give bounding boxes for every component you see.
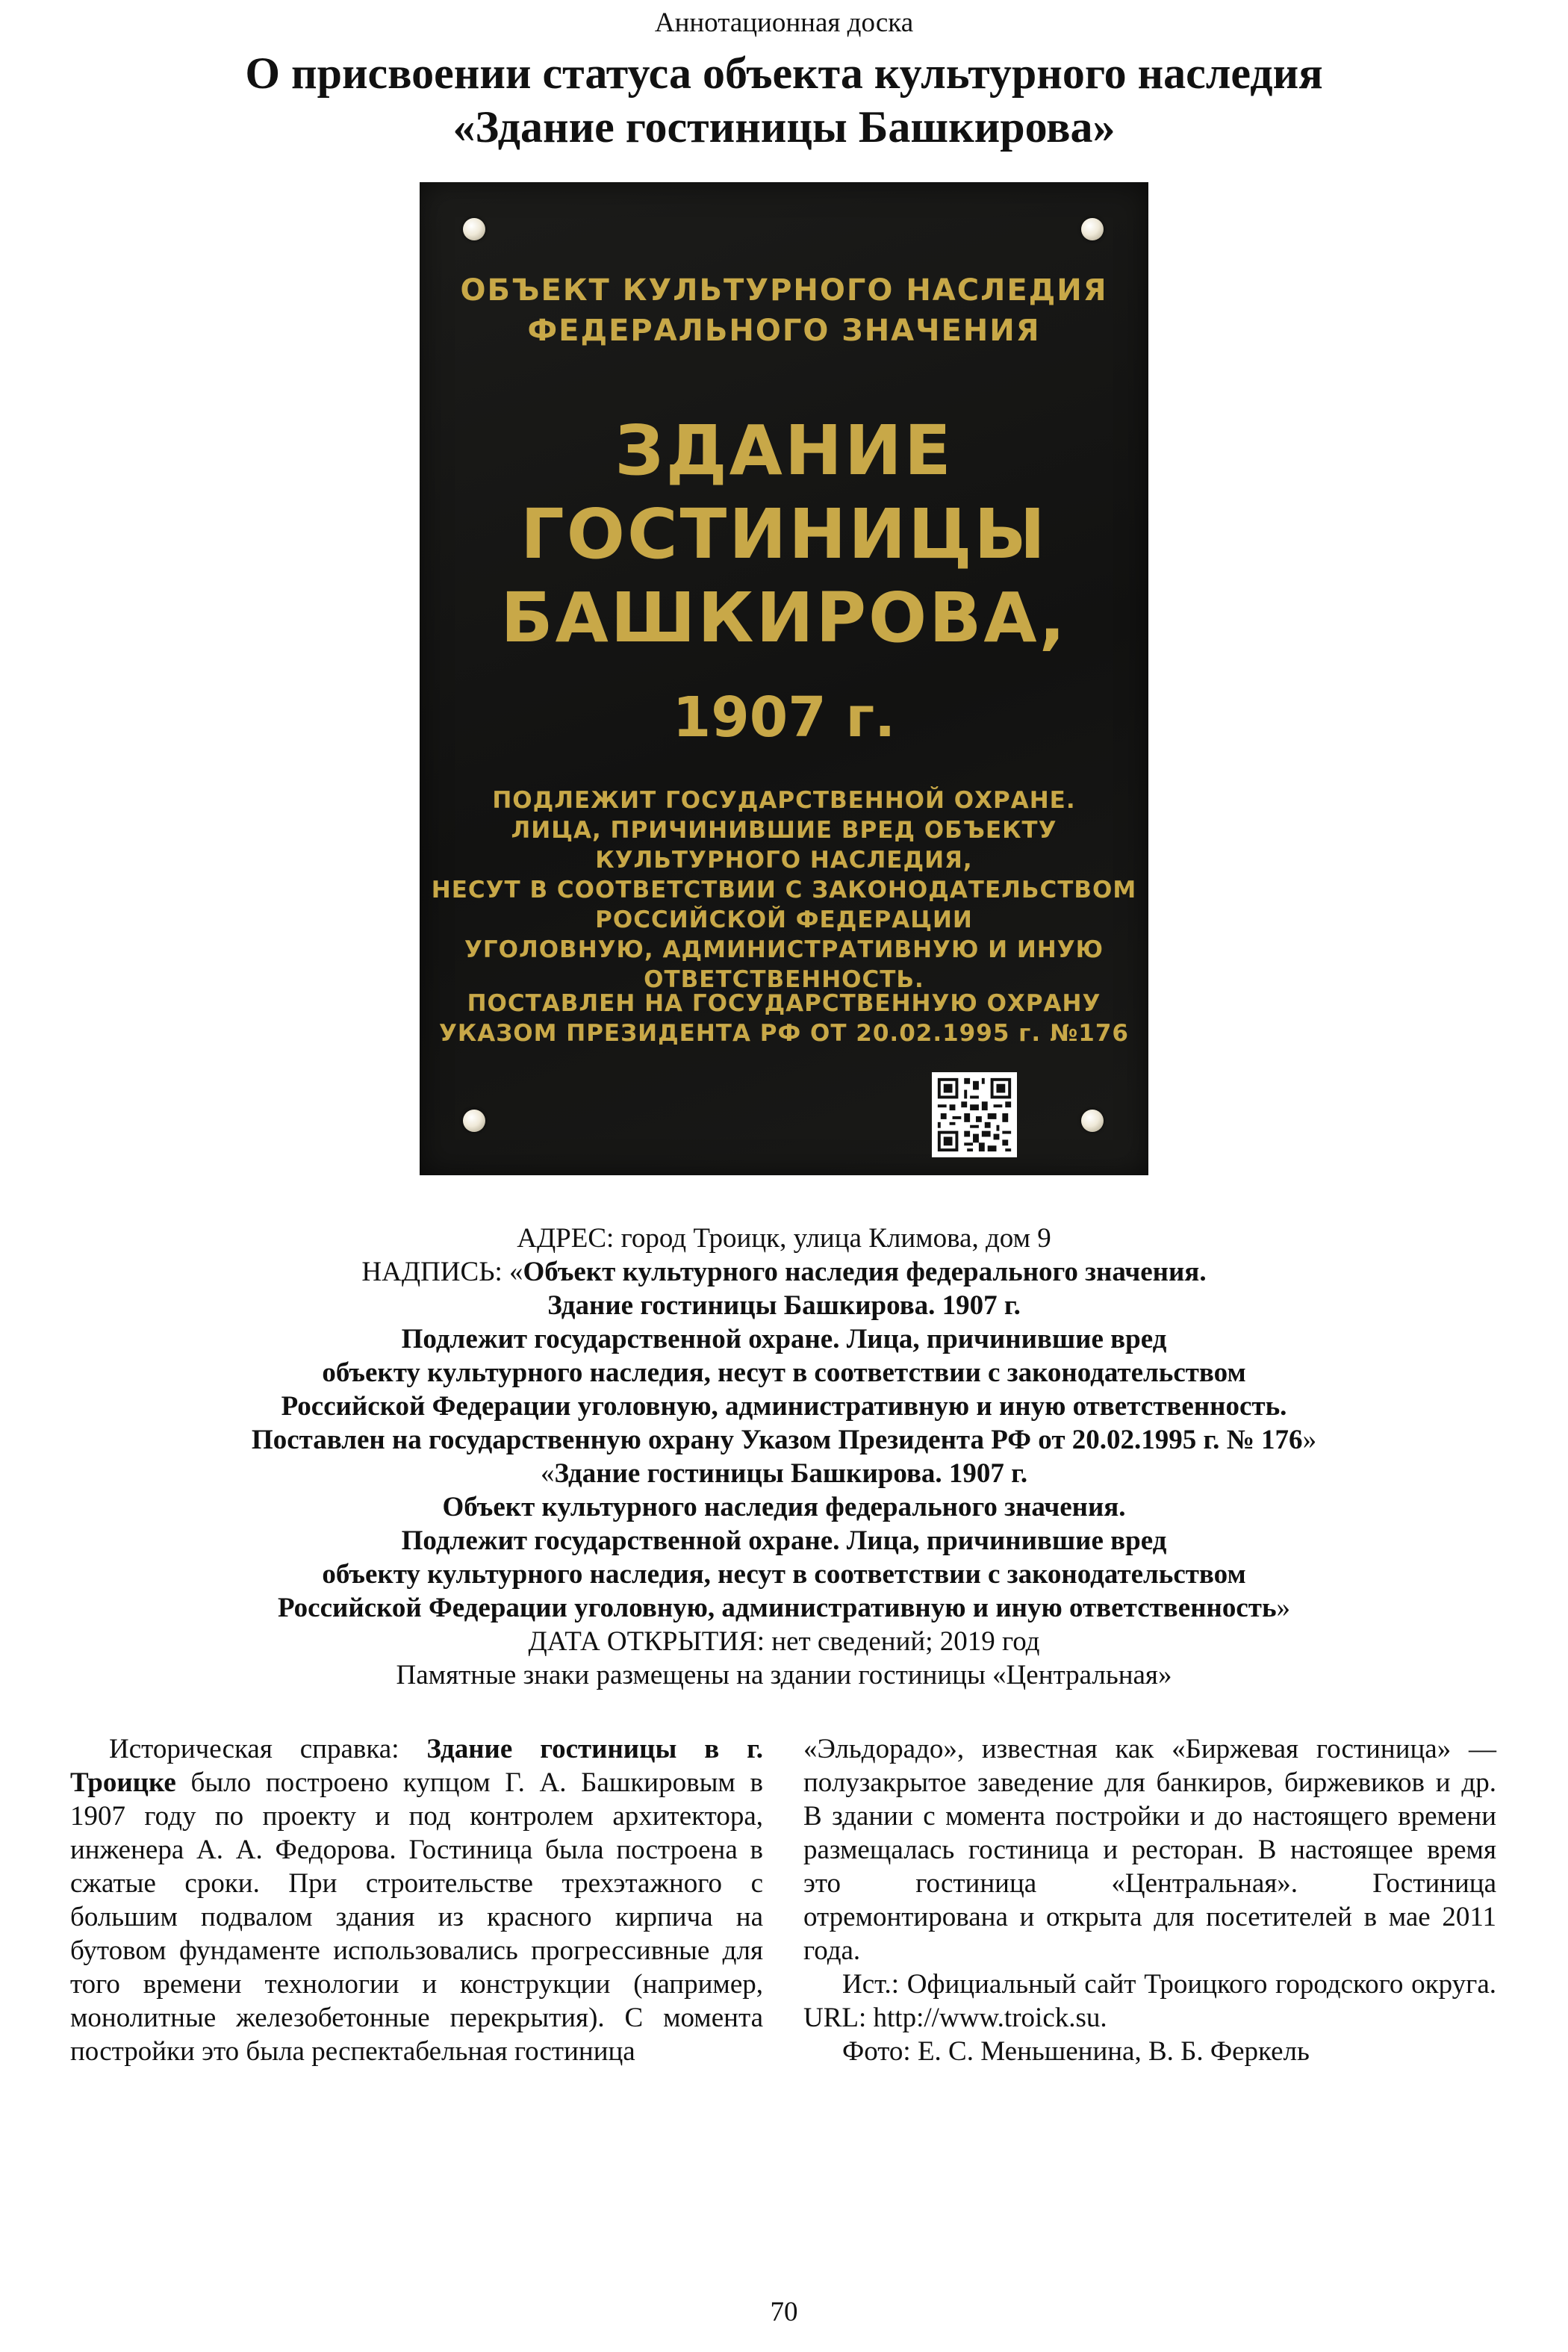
caption (0, 1222, 1568, 1692)
inscription-1-text-1: Объект культурного наследия федерального значения. (523, 1257, 1207, 1287)
plaque-body-line-2: ЛИЦА, ПРИЧИНИВШИЕ ВРЕД ОБЪЕКТУ (511, 817, 1057, 844)
article-column-left (70, 1732, 763, 2068)
plaque-footer-line-2: УКАЗОМ ПРЕЗИДЕНТА РФ ОТ 20.02.1995 г. №176 (439, 1020, 1129, 1047)
kicker: Аннотационная доска (654, 7, 914, 38)
plaque-body-line-1: ПОДЛЕЖИТ ГОСУДАРСТВЕННОЙ ОХРАНЕ. (492, 787, 1076, 814)
article-column-right (803, 1732, 1496, 2068)
bolt-top-right (1081, 218, 1104, 240)
inscription-2-line-4: объекту культурного наследия, несут в соответствии с законодательством (322, 1559, 1246, 1590)
article-left-text: было построено купцом Г. А. Башкировым в 1907 году по проекту и под контролем архитектора, инженера А. А. Федорова. Гостиница была построена в сжатые сроки. При строительстве трехэтажного с большим подвалом здания из красного кирпича на бутовом фундаменте использовались прогрессивные для того времени технологии и конструкции (например, монолитные железобетонные перекрытия). С момента постройки это была респектабельная гостиница (70, 1767, 763, 2067)
inscription-2-text-5: Российской Федерации уголовную, административную и иную ответственность (277, 1593, 1277, 1623)
inscription-line-2: Здание гостиницы Башкирова. 1907 г. (547, 1290, 1021, 1321)
plaque-body (420, 785, 1148, 995)
inscription-2-line-1 (0, 1457, 1568, 1490)
plaque-name-line-3: БАШКИРОВА, (500, 578, 1068, 658)
plaque-footer-line-1: ПОСТАВЛЕН НА ГОСУДАРСТВЕННУЮ ОХРАНУ (467, 990, 1101, 1017)
plaque-building-name (420, 409, 1148, 660)
page-number: 70 (770, 2297, 798, 2327)
title-line-1: О присвоении статуса объекта культурного наследия (245, 49, 1323, 98)
plaque-body-line-6: УГОЛОВНУЮ, АДМИНИСТРАТИВНУЮ И ИНУЮ (464, 936, 1104, 963)
title-line-2: «Здание гостиницы Башкирова» (452, 102, 1116, 152)
article-paragraph-1 (70, 1732, 763, 2068)
plaque-body-line-3: КУЛЬТУРНОГО НАСЛЕДИЯ, (595, 847, 973, 874)
plaque-body-line-4: НЕСУТ В СООТВЕТСТВИИ С ЗАКОНОДАТЕЛЬСТВОМ (431, 877, 1137, 903)
photo-credit: Фото: Е. С. Меньшенина, В. Б. Феркель (842, 2036, 1310, 2067)
opening-date: ДАТА ОТКРЫТИЯ: нет сведений; 2019 год (528, 1626, 1040, 1657)
inscription-2-line-5 (0, 1591, 1568, 1625)
plaque-body-line-5: РОССИЙСКОЙ ФЕДЕРАЦИИ (595, 906, 973, 933)
article-lead-bold: Здание гостиницы в г. Троицке (70, 1734, 763, 1798)
article-source: Ист.: Официальный сайт Троицкого городского округа. URL: http://www.troick.su. (803, 1969, 1496, 2033)
article-right-text: «Эльдорадо», известная как «Биржевая гостиница» — полузакрытое заведение для банкиров, биржевиков и др. В здании с момента постройки и до настоящего времени размещалась гостиница и ресторан. В настоящее время это гостиница «Центральная». Гостиница отремонтирована и открыта для посетителей в мае 2011 года. (803, 1734, 1496, 1966)
plaque-year: 1907 г. (672, 685, 896, 750)
inscription-line-1 (0, 1255, 1568, 1289)
plaque-footer (420, 989, 1148, 1048)
plaque-name-line-2: ГОСТИНИЦЫ (520, 494, 1048, 574)
article-lead-label: Историческая справка: (109, 1734, 427, 1764)
address: АДРЕС: город Троицк, улица Климова, дом 9 (517, 1223, 1051, 1254)
qr-code (932, 1072, 1017, 1157)
inscription-line-4: объекту культурного наследия, несут в соответствии с законодательством (322, 1357, 1246, 1388)
quote-open-2: « (540, 1458, 555, 1489)
location-note: Памятные знаки размещены на здании гостиницы «Центральная» (396, 1660, 1172, 1690)
page-title (0, 46, 1568, 154)
qr-code-icon (932, 1072, 1017, 1157)
bolt-bottom-right (1081, 1110, 1104, 1132)
inscription-line-6 (0, 1423, 1568, 1457)
inscription-line-5: Российской Федерации уголовную, административную и иную ответственность. (281, 1391, 1287, 1422)
plaque-photo (420, 182, 1148, 1175)
plaque-heading-line-1: ОБЪЕКТ КУЛЬТУРНОГО НАСЛЕДИЯ (460, 273, 1108, 308)
plaque-name-line-1: ЗДАНИЕ (615, 411, 953, 491)
plaque-body-line-7: ОТВЕТСТВЕННОСТЬ. (644, 966, 924, 993)
inscription-line-3: Подлежит государственной охране. Лица, причинившие вред (401, 1324, 1167, 1354)
quote-close-2: » (1276, 1593, 1291, 1623)
inscription-1-text-6: Поставлен на государственную охрану Указом Президента РФ от 20.02.1995 г. № 176 (251, 1425, 1303, 1455)
bolt-top-left (463, 218, 485, 240)
quote-close-1: » (1302, 1425, 1317, 1455)
inscription-label: НАДПИСЬ: « (361, 1257, 523, 1287)
inscription-2-text-1: Здание гостиницы Башкирова. 1907 г. (554, 1458, 1028, 1489)
inscription-2-line-2: Объект культурного наследия федерального значения. (442, 1492, 1126, 1522)
inscription-2-line-3: Подлежит государственной охране. Лица, причинившие вред (401, 1525, 1167, 1556)
bolt-bottom-left (463, 1110, 485, 1132)
plaque-heading (420, 270, 1148, 351)
plaque-heading-line-2: ФЕДЕРАЛЬНОГО ЗНАЧЕНИЯ (527, 314, 1041, 348)
